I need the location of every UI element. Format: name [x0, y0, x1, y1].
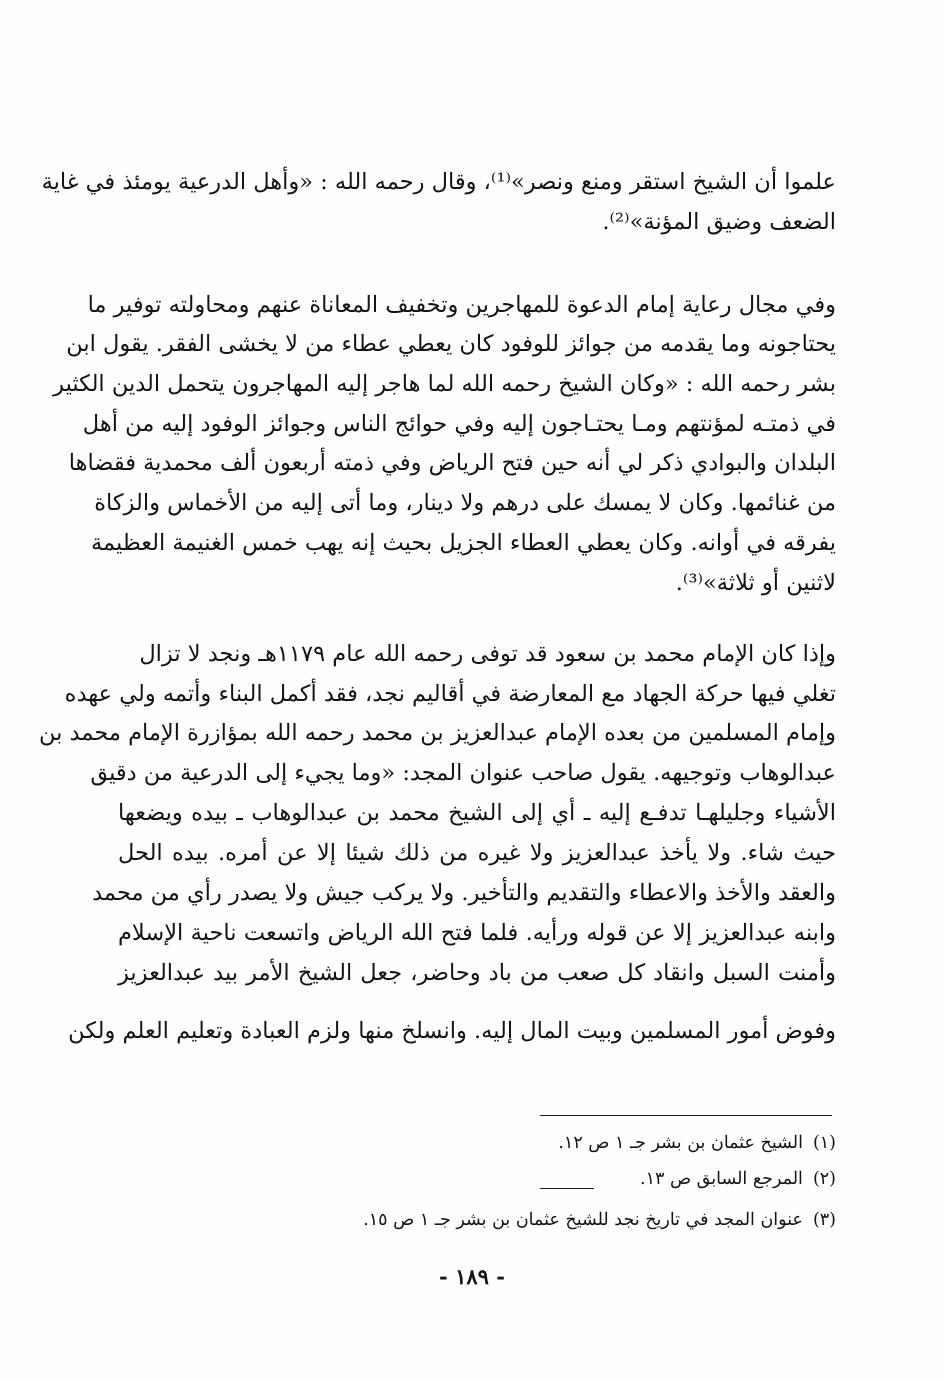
body-line: وإمام المسلمين من بعده الإمام عبدالعزيز بن محمد رحمه الله بمؤازرة الإمام محمد بن	[38, 720, 836, 746]
body-line: يحتاجونه وما يقدمه من جوائز للوفود كان يعطي عطاء من لا يخشى الفقر. يقول ابن	[66, 331, 836, 357]
footnote-divider	[540, 1115, 832, 1116]
footnote-2	[276, 1164, 836, 1194]
body-line: تغلي فيها حركة الجهاد مع المعارضة في أقاليم نجد، فقد أكمل البناء وأتمه ولي عهده	[64, 681, 836, 707]
footnote-number: (١)	[812, 1133, 836, 1153]
body-line: لاثنين أو ثلاثة»⁽³⁾.	[675, 570, 836, 596]
body-line: وابنه عبدالعزيز إلا عن قوله ورأيه. فلما فتح الله الرياض واتسعت ناحية الإسلام	[118, 920, 836, 946]
body-line: البلدان والبوادي ذكر لي أنه حين فتح الرياض وفي ذمته أربعون ألف محمدية فقضاها	[68, 450, 836, 476]
body-line: حيث شاء. ولا يأخذ عبدالعزيز ولا غيره من ذلك شيئا إلا عن أمره. بيده الحل	[118, 840, 836, 866]
body-line: من غنائمها. وكان لا يمسك على درهم ولا دينار، وما أتى إليه من الأخماس والزكاة	[94, 490, 836, 516]
body-line: الأشياء وجليلهـا تدفـع إليه ـ أي إلى الشيخ محمد بن عبدالوهاب ـ بيده ويضعها	[118, 800, 836, 826]
body-line: والعقد والأخذ والاعطاء والتقديم والتأخير. ولا يركب جيش ولا يصدر رأي من محمد	[92, 880, 836, 906]
body-line: وإذا كان الإمام محمد بن سعود قد توفى رحمه الله عام ١١٧٩هـ ونجد لا تزال	[139, 641, 836, 667]
body-line: علموا أن الشيخ استقر ومنع ونصر»⁽¹⁾، وقال رحمه الله : «وأهل الدرعية يومئذ في غاية	[41, 169, 836, 195]
body-line: في ذمتـه لمؤنتهم ومـا يحتـاجون إليه وفي حوائج الناس وجوائز الوفود إليه من أهل	[82, 411, 836, 437]
body-line: يفرقه في أوانه. وكان يعطي العطاء الجزيل بحيث إنه يهب خمس الغنيمة العظيمة	[90, 530, 836, 556]
footnote-underline	[540, 1188, 594, 1189]
body-line: الضعف وضيق المؤنة»⁽²⁾.	[602, 209, 836, 235]
page-number: - ١٨٩ -	[439, 1264, 505, 1289]
footnote-text: المرجع السابق ص ١٣.	[639, 1169, 803, 1189]
footnote-1	[276, 1128, 836, 1158]
footnote-number: (٢)	[812, 1169, 836, 1189]
body-line: وفي مجال رعاية إمام الدعوة للمهاجرين وتخفيف المعاناة عنهم ومحاولته توفير ما	[87, 292, 836, 318]
body-line: عبدالوهاب وتوجيهه. يقول صاحب عنوان المجد: «وما يجيء إلى الدرعية من دقيق	[90, 760, 836, 786]
footnote-text: عنوان المجد في تاريخ نجد للشيخ عثمان بن بشر جـ ١ ص ١٥.	[363, 1210, 803, 1230]
footnote-text: الشيخ عثمان بن بشر جـ ١ ص ١٢.	[558, 1133, 803, 1153]
footnote-3	[236, 1205, 836, 1235]
body-line: بشر رحمه الله : «وكان الشيخ رحمه الله لما هاجر إليه المهاجرون يتحمل الدين الكثير	[53, 371, 836, 397]
body-line: وفوض أمور المسلمين وبيت المال إليه. وانسلخ منها ولزم العبادة وتعليم العلم ولكن	[68, 1018, 836, 1044]
body-line: وأمنت السبل وانقاد كل صعب من باد وحاضر، جعل الشيخ الأمر بيد عبدالعزيز	[118, 960, 836, 986]
footnote-number: (٣)	[812, 1210, 836, 1230]
